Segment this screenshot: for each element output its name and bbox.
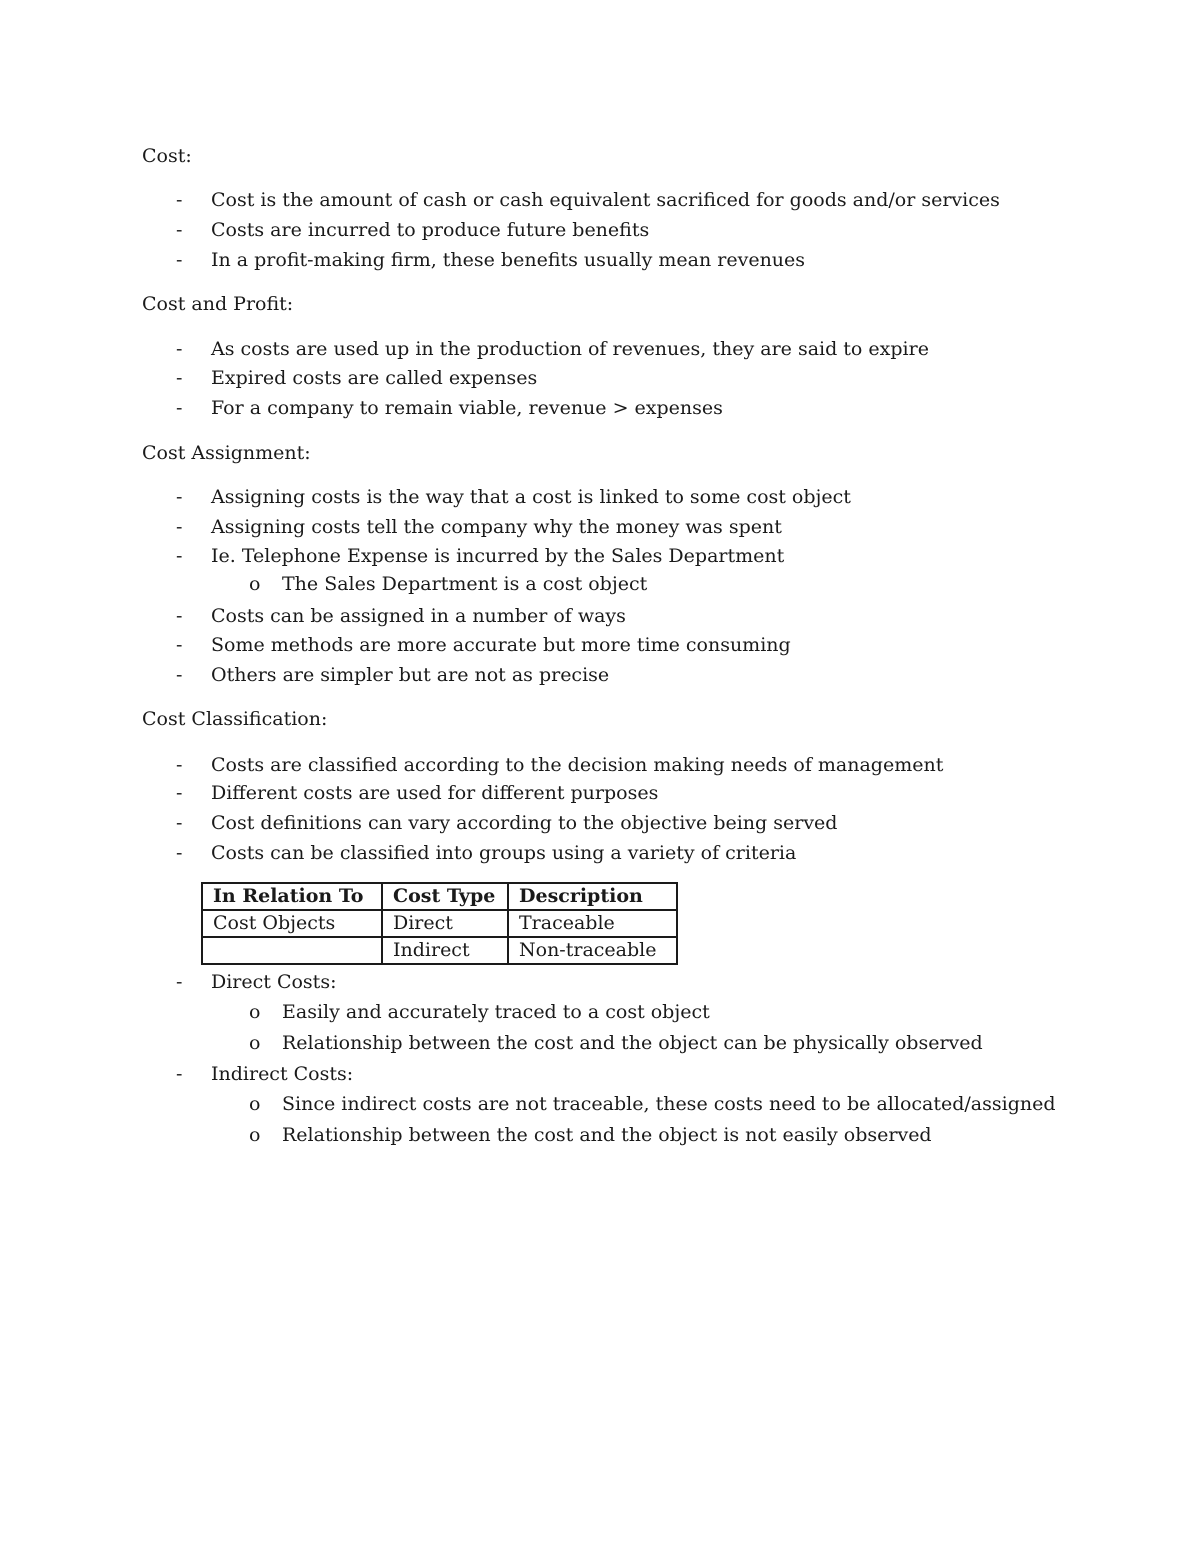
section-heading-cost: Cost: bbox=[142, 145, 192, 167]
circle-bullet: o bbox=[249, 1001, 261, 1023]
dash-bullet: - bbox=[176, 782, 183, 804]
table-cell: Indirect bbox=[382, 937, 508, 964]
list-item-text: Cost definitions can vary according to the objective being served bbox=[211, 812, 838, 834]
sub-list-item-text: Since indirect costs are not traceable, these costs need to be allocated/assigned bbox=[282, 1093, 1056, 1115]
dash-bullet: - bbox=[176, 189, 183, 211]
section-heading-cost-and-profit: Cost and Profit: bbox=[142, 293, 294, 315]
sub-list-item-text: Relationship between the cost and the object is not easily observed bbox=[282, 1124, 932, 1146]
dash-bullet: - bbox=[176, 842, 183, 864]
list-item-text: Some methods are more accurate but more time consuming bbox=[211, 634, 791, 656]
dash-bullet: - bbox=[176, 812, 183, 834]
section-heading-cost-classification: Cost Classification: bbox=[142, 708, 328, 730]
sub-list-item-text: Easily and accurately traced to a cost object bbox=[282, 1001, 710, 1023]
list-item-text: Costs can be classified into groups using a variety of criteria bbox=[211, 842, 797, 864]
circle-bullet: o bbox=[249, 573, 261, 595]
dash-bullet: - bbox=[176, 397, 183, 419]
list-item-text: Costs are classified according to the decision making needs of management bbox=[211, 754, 944, 776]
dash-bullet: - bbox=[176, 338, 183, 360]
list-item-text: Others are simpler but are not as precise bbox=[211, 664, 610, 686]
list-item-text: In a profit-making firm, these benefits usually mean revenues bbox=[211, 249, 806, 271]
list-item-text: Assigning costs tell the company why the money was spent bbox=[211, 516, 782, 538]
list-item-text: For a company to remain viable, revenue > expenses bbox=[211, 397, 723, 419]
sub-list-item-text: The Sales Department is a cost object bbox=[282, 573, 648, 595]
list-item-text: Direct Costs: bbox=[211, 971, 337, 993]
list-item-text: Expired costs are called expenses bbox=[211, 367, 538, 389]
list-item-text: Ie. Telephone Expense is incurred by the Sales Department bbox=[211, 545, 785, 567]
dash-bullet: - bbox=[176, 516, 183, 538]
dash-bullet: - bbox=[176, 545, 183, 567]
dash-bullet: - bbox=[176, 249, 183, 271]
dash-bullet: - bbox=[176, 971, 183, 993]
table-header-cell: Description bbox=[508, 883, 677, 910]
table-row bbox=[202, 910, 677, 937]
circle-bullet: o bbox=[249, 1124, 261, 1146]
table-cell: Cost Objects bbox=[202, 910, 382, 937]
dash-bullet: - bbox=[176, 754, 183, 776]
dash-bullet: - bbox=[176, 634, 183, 656]
dash-bullet: - bbox=[176, 367, 183, 389]
list-item-text: Different costs are used for different purposes bbox=[211, 782, 659, 804]
table-cell: Direct bbox=[382, 910, 508, 937]
dash-bullet: - bbox=[176, 1063, 183, 1085]
dash-bullet: - bbox=[176, 219, 183, 241]
table-cell bbox=[202, 937, 382, 964]
list-item-text: Costs can be assigned in a number of ways bbox=[211, 605, 626, 627]
list-item-text: As costs are used up in the production of revenues, they are said to expire bbox=[211, 338, 929, 360]
cost-classification-table bbox=[201, 882, 678, 965]
list-item-text: Assigning costs is the way that a cost is linked to some cost object bbox=[211, 486, 851, 508]
dash-bullet: - bbox=[176, 486, 183, 508]
dash-bullet: - bbox=[176, 664, 183, 686]
table-header-cell: Cost Type bbox=[382, 883, 508, 910]
sub-list-item-text: Relationship between the cost and the object can be physically observed bbox=[282, 1032, 983, 1054]
table-row bbox=[202, 937, 677, 964]
table-cell: Traceable bbox=[508, 910, 677, 937]
table-header-row bbox=[202, 883, 677, 910]
circle-bullet: o bbox=[249, 1032, 261, 1054]
list-item-text: Indirect Costs: bbox=[211, 1063, 354, 1085]
list-item-text: Costs are incurred to produce future benefits bbox=[211, 219, 650, 241]
table-header-cell: In Relation To bbox=[202, 883, 382, 910]
circle-bullet: o bbox=[249, 1093, 261, 1115]
section-heading-cost-assignment: Cost Assignment: bbox=[142, 442, 311, 464]
list-item-text: Cost is the amount of cash or cash equivalent sacrificed for goods and/or services bbox=[211, 189, 1000, 211]
dash-bullet: - bbox=[176, 605, 183, 627]
table-cell: Non-traceable bbox=[508, 937, 677, 964]
